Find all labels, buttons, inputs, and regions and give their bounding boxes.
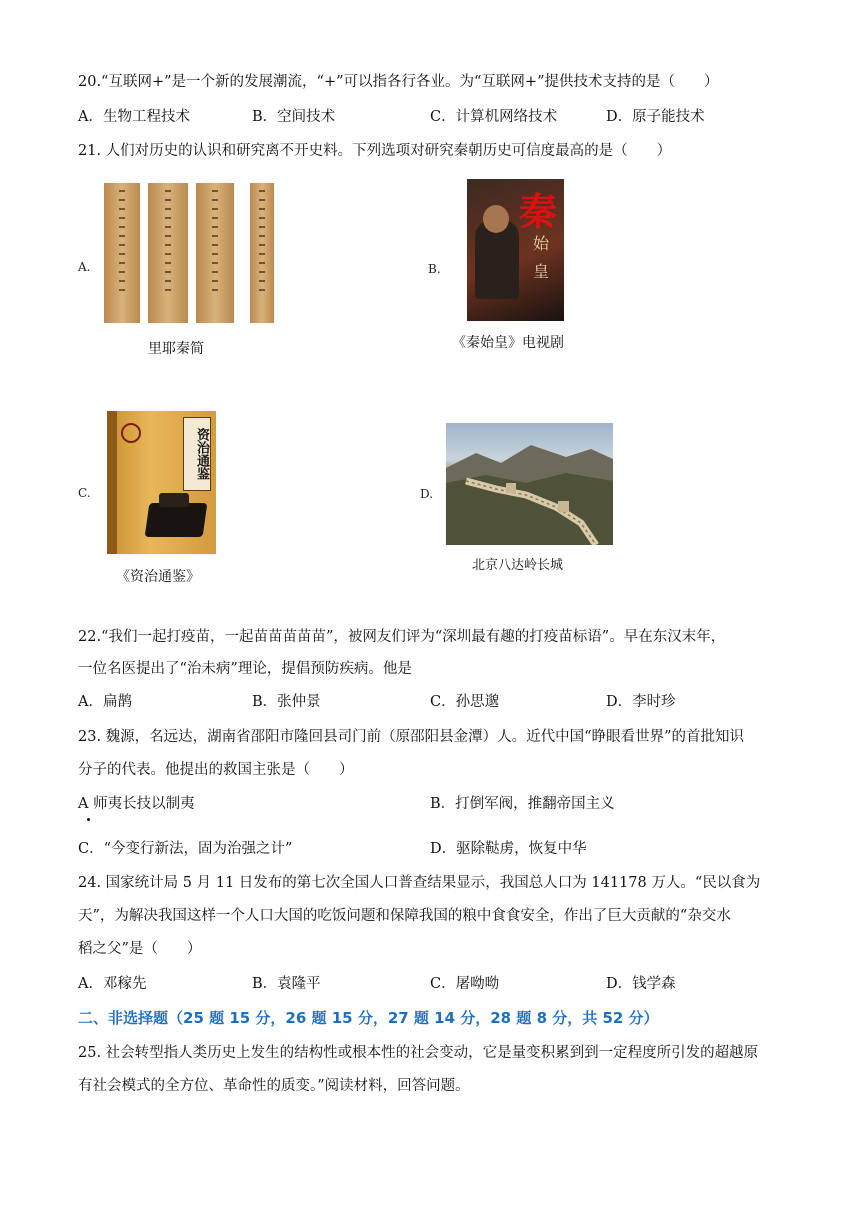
q24-stem-line3: 稻之父”是（ ） [78,941,202,957]
q20-option-a: A．生物工程技术 [78,109,190,125]
q22-option-b: B．张仲景 [252,694,321,710]
q23-option-d: D．驱除鞑虏，恢复中华 [430,841,587,857]
q23-option-a: A 师夷长技以制夷 [78,796,195,812]
warrior-head [483,205,509,233]
q22-option-c: C．孙思邈 [430,694,500,710]
poster-title-qin: 秦 [519,189,558,234]
q20-stem: 20.“互联网+”是一个新的发展潮流，“+”可以指各行各业。为“互联网+”提供技术支持的是（ ） [78,74,719,90]
q21-stem: 21. 人们对历史的认识和研究离不开史料。下列选项对研究秦朝历史可信度最高的是（ ） [78,143,672,159]
book-title-label: 资治通鉴 [183,417,211,491]
q21-letter-c: C. [78,486,91,500]
seal-icon [121,423,141,443]
ink-stone-icon [145,503,208,537]
bamboo-slips-image [104,183,276,325]
ink-block-icon [159,493,189,507]
q25-stem-line2: 有社会模式的全方位、革命性的质变。”阅读材料，回答问题。 [78,1078,470,1094]
q22-stem-line1: 22.“我们一起打疫苗，一起苗苗苗苗苗”，被网友们评为“深圳最有趣的打疫苗标语”。早在东汉末年， [78,629,726,645]
option-dot-mark [87,818,90,821]
book-cover-image [107,411,216,554]
q24-option-d: D．钱学森 [606,976,676,992]
caption-a: 里耶秦简 [148,341,204,357]
q24-stem-line1: 24. 国家统计局 5 月 11 日发布的第七次全国人口普查结果显示，我国总人口为 141178 万人。“民以食为 [78,875,761,891]
q24-option-c: C．屠呦呦 [430,976,500,992]
q25-stem-line1: 25. 社会转型指人类历史上发生的结构性或根本性的社会变动，它是量变积累到到一定程度所引发的超越原 [78,1045,759,1061]
q22-option-d: D．李时珍 [606,694,676,710]
caption-c: 《资治通鉴》 [116,569,200,585]
q21-letter-a: A. [78,260,91,274]
q22-option-a: A．扁鹊 [78,694,132,710]
q20-option-c: C．计算机网络技术 [430,109,558,125]
q23-option-c: C．“今变行新法，固为治强之计” [78,841,293,857]
poster-title-shi: 始 [533,234,550,253]
book-spine [107,411,117,554]
q24-stem-line2: 天”，为解决我国这样一个人口大国的吃饭问题和保障我国的粮中食食安全，作出了巨大贡献的“杂交水 [78,908,731,924]
q22-stem-line2: 一位名医提出了“治未病”理论，提倡预防疾病。他是 [78,661,412,677]
great-wall-drawing [446,423,613,545]
q23-stem-line1: 23. 魏源，名远达，湖南省邵阳市隆回县司门前（原邵阳县金潭）人。近代中国“睁眼看世界”的首批知识 [78,729,744,745]
q23-option-b: B．打倒军阀，推翻帝国主义 [430,796,615,812]
q21-letter-b: B. [428,262,441,276]
caption-b: 《秦始皇》电视剧 [452,335,564,351]
section-heading: 二、非选择题（25 题 15 分，26 题 15 分，27 题 14 分，28 题 8 分，共 52 分） [78,1009,659,1027]
q24-option-b: B．袁隆平 [252,976,321,992]
caption-d: 北京八达岭长城 [472,558,564,573]
poster-title-huang: 皇 [533,262,550,281]
q20-option-d: D．原子能技术 [606,109,705,125]
q23-stem-line2: 分子的代表。他提出的救国主张是（ ） [78,762,354,778]
tv-poster-image [467,179,564,321]
q21-letter-d: D. [420,487,434,501]
q20-option-b: B．空间技术 [252,109,336,125]
great-wall-image [446,423,613,545]
q24-option-a: A．邓稼先 [78,976,147,992]
